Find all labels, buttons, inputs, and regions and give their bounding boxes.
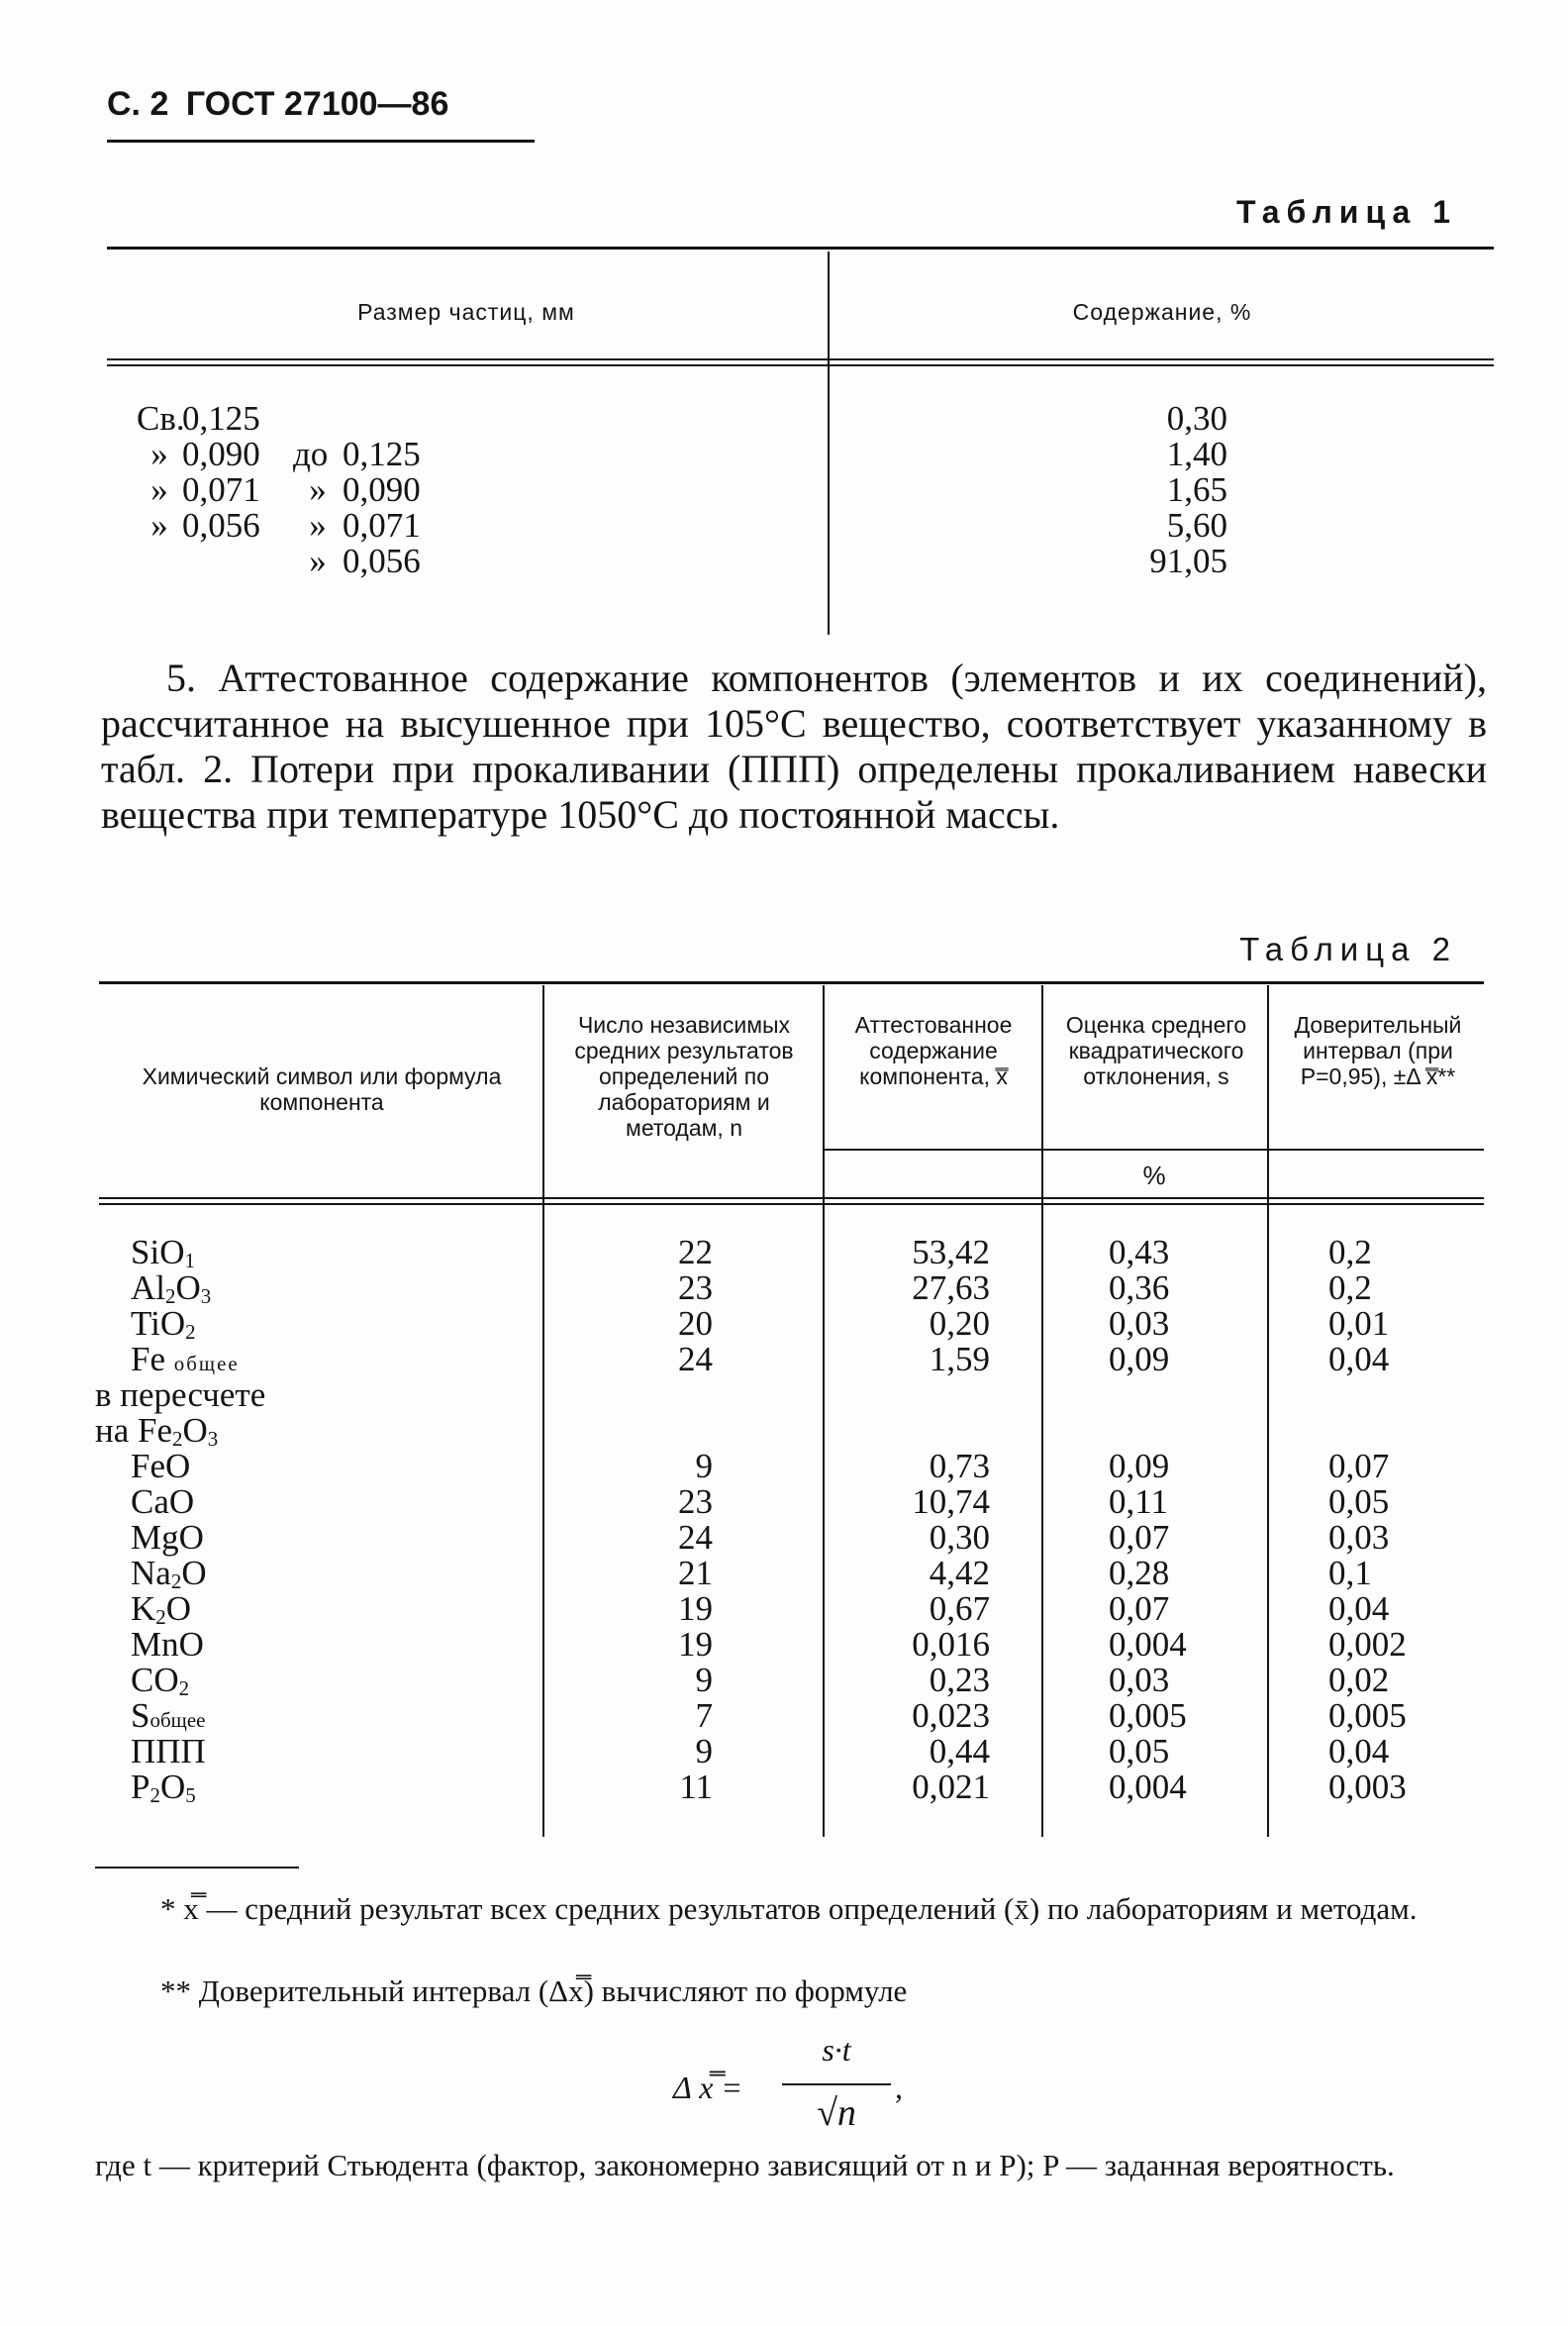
content-cell: 0,23 (929, 1661, 990, 1699)
count-cell: 23 (678, 1482, 713, 1521)
table2-divider-4 (1267, 985, 1269, 1837)
sd-cell: 0,004 (1109, 1768, 1187, 1806)
table2-unit: % (1142, 1161, 1166, 1190)
component-cell: на $Fe_2O_3$ (95, 1411, 219, 1452)
ci-cell: 0,02 (1328, 1661, 1390, 1699)
table1-content-cell: 1,65 (1166, 470, 1227, 509)
count-cell: 19 (678, 1589, 713, 1628)
count-cell: 7 (695, 1696, 713, 1735)
count-cell: 9 (695, 1732, 713, 1770)
table1-top-rule (107, 247, 1494, 250)
content-cell: 10,74 (912, 1482, 990, 1521)
component-cell: CaO (131, 1482, 195, 1521)
component-cell: TiO$_2$ (131, 1304, 196, 1345)
content-cell: 0,44 (929, 1732, 990, 1770)
table1-content-cell: 1,40 (1166, 435, 1227, 473)
table1-content-column (1089, 401, 1227, 579)
count-cell: 9 (695, 1447, 713, 1485)
table1-size-row: » 0,071 » 0,090 (150, 470, 421, 509)
table1-size-row: » 0,056 (309, 542, 421, 580)
footnote-rule (95, 1867, 299, 1869)
count-cell: 21 (678, 1554, 713, 1592)
table1-size-row: Св.0,125 (137, 399, 260, 438)
table2-header-sd: Оценка среднего квадратического отклонения, s (1065, 1012, 1247, 1089)
table1-label: Таблица 1 (1235, 194, 1457, 230)
ci-cell: 0,003 (1328, 1768, 1407, 1806)
formula-lhs: Δ x̿ = (673, 2070, 742, 2105)
formula (673, 2032, 931, 2141)
component-cell: FeO (131, 1447, 191, 1485)
ci-cell: 0,005 (1328, 1696, 1407, 1735)
ci-cell: 0,1 (1328, 1554, 1372, 1592)
content-cell: 0,73 (929, 1447, 990, 1485)
sd-cell: 0,43 (1109, 1233, 1170, 1271)
count-cell: 19 (678, 1625, 713, 1664)
table2-divider-3 (1041, 985, 1043, 1837)
component-cell: $P_2O_5$ (131, 1768, 196, 1808)
table1-size-row: » 0,090 до 0,125 (150, 435, 421, 473)
content-cell: 0,67 (929, 1589, 990, 1628)
ci-cell: 0,2 (1328, 1233, 1372, 1271)
table2-unit-rule (825, 1149, 1484, 1151)
formula-numerator: s·t (822, 2032, 851, 2068)
table1-size-row: » 0,056 » 0,071 (150, 506, 421, 545)
content-cell (851, 1413, 990, 1449)
ci-cell: 0,01 (1328, 1304, 1390, 1343)
table1-col1-header: Размер частиц, мм (357, 299, 575, 325)
formula-denominator: √n (817, 2092, 856, 2134)
ci-cell (1328, 1377, 1407, 1413)
sd-cell (1109, 1377, 1187, 1413)
header-rule (107, 140, 535, 143)
table2-header-ci: Доверительный интервал (при P=0,95), ±Δ x̿** (1294, 1012, 1462, 1089)
table2-component-column (95, 1233, 266, 1808)
count-cell (634, 1377, 713, 1413)
ci-cell: 0,2 (1328, 1268, 1372, 1307)
component-cell: SiO$_1$ (131, 1233, 195, 1273)
ci-cell: 0,04 (1328, 1340, 1390, 1378)
table1-content-cell: 91,05 (1149, 542, 1227, 580)
ci-cell: 0,002 (1328, 1625, 1407, 1664)
content-cell: 1,59 (929, 1340, 990, 1378)
footnote-3: где t — критерий Стьюдента (фактор, закономерно зависящий от n и P); P — заданная вероятность. (95, 2148, 1395, 2182)
table2-header-rule-2 (99, 1203, 1484, 1205)
content-cell: 0,023 (912, 1696, 990, 1735)
sd-cell: 0,005 (1109, 1696, 1187, 1735)
component-cell: MnO (131, 1625, 204, 1664)
component-cell: $K_2O$ (131, 1589, 192, 1630)
component-cell: Sобщее (131, 1696, 206, 1735)
sd-cell: 0,07 (1109, 1589, 1170, 1628)
table2-top-rule (99, 981, 1484, 984)
formula-tail: , (895, 2070, 903, 2105)
table2-ci-column (1328, 1235, 1407, 1805)
standard-number: ГОСТ 27100—86 (185, 85, 449, 123)
sd-cell (1109, 1413, 1187, 1449)
table2-label: Таблица 2 (1239, 931, 1457, 967)
table1-header-rule-2 (107, 364, 1494, 366)
component-cell: Fe общее (131, 1340, 240, 1378)
count-cell (634, 1413, 713, 1449)
table2-divider-2 (823, 985, 825, 1837)
table2-header-rule-1 (99, 1197, 1484, 1199)
sd-cell: 0,05 (1109, 1732, 1170, 1770)
ci-cell: 0,05 (1328, 1482, 1390, 1521)
sd-cell: 0,03 (1109, 1661, 1170, 1699)
table2-header-count: Число независимых средних результатов определений по лабораториям и методам, n (574, 1012, 794, 1141)
content-cell: 0,30 (929, 1518, 990, 1557)
count-cell: 24 (678, 1518, 713, 1557)
count-cell: 9 (695, 1661, 713, 1699)
sd-cell: 0,004 (1109, 1625, 1187, 1664)
count-cell: 22 (678, 1233, 713, 1271)
formula-fraction-bar (782, 2083, 891, 2085)
count-cell: 11 (679, 1768, 713, 1806)
table2-divider-1 (542, 985, 544, 1837)
footnote-2: ** Доверительный интервал (Δx̿) вычисляют по формуле (160, 1973, 908, 2008)
count-cell: 23 (678, 1268, 713, 1307)
content-cell: 0,20 (929, 1304, 990, 1343)
count-cell: 20 (678, 1304, 713, 1343)
content-cell: 27,63 (912, 1268, 990, 1307)
sd-cell: 0,09 (1109, 1447, 1170, 1485)
component-cell: MgO (131, 1518, 204, 1557)
table2-count-column (634, 1235, 713, 1805)
component-cell: $CO_2$ (131, 1661, 190, 1701)
component-cell: $Na_2O$ (131, 1554, 207, 1594)
content-cell (851, 1377, 990, 1413)
table1-size-column (137, 401, 421, 579)
table1-header-rule-1 (107, 358, 1494, 360)
sd-cell: 0,07 (1109, 1518, 1170, 1557)
component-cell: $Al_2O_3$ (131, 1268, 212, 1309)
component-cell: ППП (131, 1732, 206, 1770)
table2-sd-column (1109, 1235, 1187, 1805)
sd-cell: 0,28 (1109, 1554, 1170, 1592)
paragraph-5: 5. Аттестованное содержание компонентов (элементов и их соединений), рассчитанное на высушенное при 105°С вещество, соответствует указанному в табл. 2. Потери при прокаливании (ППП) определены прокаливанием навески вещества при температуре 1050°С до постоянной массы. (101, 656, 1487, 837)
ci-cell (1328, 1413, 1407, 1449)
page-header (107, 85, 448, 124)
content-cell: 0,016 (912, 1625, 990, 1664)
content-cell: 0,021 (912, 1768, 990, 1806)
table2-header-component: Химический символ или формула компонента (142, 1063, 502, 1115)
ci-cell: 0,04 (1328, 1732, 1390, 1770)
table1-content-cell: 0,30 (1166, 399, 1227, 438)
sd-cell: 0,03 (1109, 1304, 1170, 1343)
content-cell: 53,42 (912, 1233, 990, 1271)
content-cell: 4,42 (929, 1554, 990, 1592)
footnote-1: * x̿ — средний результат всех средних результатов определений (x̄) по лабораториям и методам. (160, 1891, 1418, 1926)
count-cell: 24 (678, 1340, 713, 1378)
ci-cell: 0,03 (1328, 1518, 1390, 1557)
table1-content-cell: 5,60 (1166, 506, 1227, 545)
table2-header-content: Аттестованное содержание компонента, x̿ (854, 1012, 1013, 1089)
page-ref: С. 2 (107, 85, 169, 123)
sd-cell: 0,11 (1109, 1482, 1168, 1521)
table2-content-column (851, 1235, 990, 1805)
ci-cell: 0,04 (1328, 1589, 1390, 1628)
ci-cell: 0,07 (1328, 1447, 1390, 1485)
sd-cell: 0,36 (1109, 1268, 1170, 1307)
sd-cell: 0,09 (1109, 1340, 1170, 1378)
component-cell: в пересчете (95, 1375, 266, 1414)
table1-col2-header: Содержание, % (1072, 299, 1252, 325)
